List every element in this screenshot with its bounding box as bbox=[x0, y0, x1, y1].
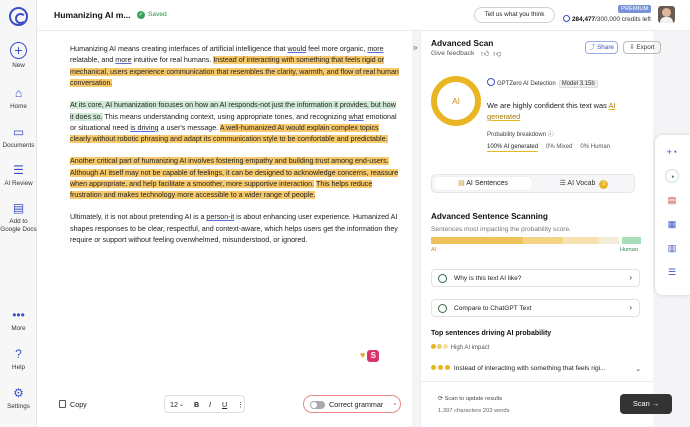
thumbs-up-icon[interactable]: 👍︎ bbox=[481, 49, 494, 58]
paragraph-1 bbox=[70, 44, 400, 90]
vocab-word[interactable]: more bbox=[115, 56, 132, 65]
refresh-icon: ⟳ bbox=[438, 396, 445, 402]
feedback-thumbs bbox=[481, 49, 506, 59]
rail-documents-label: Documents bbox=[2, 142, 35, 149]
bar-human-label: Human bbox=[620, 247, 639, 253]
italic-button[interactable]: I bbox=[209, 400, 211, 409]
tab-ai-sentences[interactable] bbox=[434, 177, 532, 190]
tab-ai-vocab[interactable] bbox=[535, 177, 633, 190]
rail-more-label: More bbox=[11, 325, 26, 332]
arrow-right-icon: → bbox=[651, 399, 660, 408]
font-size-select[interactable]: 12 bbox=[170, 400, 178, 409]
more-icon: ••• bbox=[12, 308, 25, 322]
rail-help[interactable] bbox=[0, 347, 37, 371]
ai-sentence-highlight[interactable]: Another critical part of humanizing AI involves fostering empathy and building trust among end-users. Although AI itself may not be capable of feelings, it can be designed to acknowledge concerns, reassure when appropriate, and help facilitate a smoother, more supportive interaction. bbox=[70, 157, 399, 189]
chevron-right-icon: › bbox=[629, 273, 632, 282]
help-icon: ? bbox=[15, 347, 22, 361]
tab-ai-vocab-label: AI Vocab bbox=[567, 180, 596, 187]
document-title[interactable]: Humanizing AI m... bbox=[54, 10, 131, 20]
text-run: is about enhancing user experience. Humanized AI shapes responses to be clear, respectful, and context-aware, which helps users get the information they require or support without feeling overwhelmed, misunderstood, or ignored. bbox=[70, 213, 398, 245]
bar-ai-label: AI bbox=[431, 247, 437, 253]
editor-content[interactable] bbox=[70, 44, 400, 257]
impact-dot bbox=[438, 365, 443, 370]
top-sentence-text: Instead of interacting with something that feels rigi... bbox=[453, 365, 606, 372]
gptzero-plus-icon[interactable]: +◔ bbox=[666, 147, 678, 157]
scan-label: Scan bbox=[632, 399, 650, 408]
editor[interactable] bbox=[37, 31, 412, 427]
chevron-down-icon[interactable]: ⌄ bbox=[392, 400, 398, 407]
notes-icon[interactable]: ☰ bbox=[667, 267, 677, 277]
text-run: intuitive for real humans. bbox=[131, 56, 214, 65]
give-feedback-label: Give feedback bbox=[431, 50, 475, 57]
update-hint bbox=[438, 396, 502, 402]
detector-name: GPTZero AI Detection bbox=[497, 81, 556, 87]
rail-more[interactable] bbox=[0, 308, 37, 332]
share-label: Share bbox=[597, 44, 614, 51]
export-label: Export bbox=[636, 44, 655, 51]
rail-google-docs[interactable] bbox=[0, 201, 37, 234]
rail-ai-review-label: AI Review bbox=[4, 180, 33, 187]
mixed-percent: 0% Mixed bbox=[546, 144, 573, 150]
thumbs-down-icon[interactable]: 👎︎ bbox=[493, 49, 506, 58]
bold-button[interactable]: B bbox=[194, 400, 200, 409]
rail-settings-label: Settings bbox=[7, 403, 30, 410]
top-sentence-item[interactable] bbox=[431, 365, 641, 372]
accordion-label: Compare to ChatGPT Text bbox=[454, 305, 532, 312]
avatar[interactable] bbox=[658, 6, 675, 23]
vocab-word[interactable]: would bbox=[287, 45, 307, 53]
credits-icon bbox=[563, 15, 570, 22]
gptzero-logo-icon[interactable] bbox=[9, 7, 28, 26]
compare-icon bbox=[438, 304, 447, 313]
update-label: Scan to update results bbox=[444, 396, 503, 402]
model-badge: Model 3.15b bbox=[559, 80, 598, 88]
breakdown-values bbox=[487, 144, 618, 150]
text-run: This means understanding context, using appropriate tones, and recognizing bbox=[102, 112, 349, 121]
copy-button[interactable] bbox=[59, 400, 87, 409]
text-run: relatable, and bbox=[70, 56, 116, 65]
bar-segment bbox=[599, 237, 619, 244]
collapse-panel-icon[interactable]: » bbox=[413, 43, 418, 52]
vocab-count-badge: 2 bbox=[599, 180, 608, 189]
ring-label: AI bbox=[452, 96, 460, 106]
rail-new-label: New bbox=[12, 62, 25, 69]
rail-ai-review[interactable] bbox=[0, 163, 37, 187]
top-bar bbox=[37, 0, 690, 31]
human-sentence-highlight[interactable]: At its core, AI humanization focuses on how an AI responds-not just the information it provides, but how it does so. bbox=[70, 101, 396, 121]
bar-segment bbox=[523, 237, 563, 244]
rail-new[interactable] bbox=[0, 42, 37, 69]
search-icon bbox=[438, 274, 447, 283]
correct-grammar-toggle[interactable] bbox=[303, 395, 401, 413]
detector-info bbox=[487, 78, 598, 88]
sentence-scanning-subtitle: Sentences most impacting the probability score. bbox=[431, 226, 572, 233]
saved-status bbox=[137, 11, 167, 19]
impact-dot bbox=[437, 344, 442, 349]
copy-label: Copy bbox=[70, 400, 87, 409]
left-rail bbox=[0, 0, 37, 427]
folder-icon: ▭ bbox=[12, 125, 25, 139]
impact-dot bbox=[431, 344, 436, 349]
probability-breakdown bbox=[487, 129, 554, 138]
premium-badge: PREMIUM bbox=[618, 5, 651, 13]
plus-icon: + bbox=[10, 42, 27, 59]
rail-settings[interactable] bbox=[0, 386, 37, 410]
bar-segment bbox=[431, 237, 523, 244]
why-ai-like-accordion[interactable] bbox=[431, 269, 640, 287]
scan-button[interactable] bbox=[620, 394, 672, 414]
ai-sentence-highlight[interactable]: This helps reduce frustration and makes technology more accessible to a wider range of people. bbox=[70, 180, 373, 200]
doc-icon: ▤ bbox=[12, 201, 25, 215]
text-run: Humanizing AI means creating interfaces of artificial intelligence that bbox=[70, 45, 288, 53]
side-tools bbox=[655, 135, 690, 295]
rail-documents[interactable] bbox=[0, 125, 37, 149]
chevron-down-icon[interactable]: ⌄ bbox=[179, 402, 185, 408]
credits-counter bbox=[563, 15, 651, 23]
impact-label: High AI impact bbox=[450, 345, 490, 351]
vocab-icon: ☰ bbox=[559, 180, 568, 187]
vocab-word[interactable]: what bbox=[348, 112, 364, 121]
sentence-scanning-title: Advanced Sentence Scanning bbox=[431, 212, 548, 221]
feedback-button[interactable]: Tell us what you think bbox=[474, 7, 555, 23]
sentences-icon: ▤ bbox=[458, 180, 467, 187]
impact-dot bbox=[443, 344, 448, 349]
saved-label: Saved bbox=[148, 11, 167, 18]
text-run: a user's message. bbox=[158, 123, 220, 132]
text-run: Ultimately, it is not about pretending AI is a bbox=[70, 213, 207, 222]
scan-panel bbox=[420, 31, 653, 427]
confidence-text: We are highly confident this text was bbox=[487, 101, 609, 110]
copy-icon bbox=[59, 400, 66, 408]
confidence-statement bbox=[487, 100, 627, 122]
toggle-switch[interactable] bbox=[310, 401, 325, 409]
heart-icon[interactable]: ♥ bbox=[360, 350, 366, 360]
paragraph-4 bbox=[70, 212, 400, 246]
share-icon: ⤴ bbox=[589, 44, 598, 51]
bar-segment bbox=[622, 237, 641, 244]
vocab-word[interactable]: more bbox=[367, 45, 384, 53]
info-icon[interactable]: ⓘ bbox=[547, 132, 554, 138]
paragraph-2 bbox=[70, 100, 400, 146]
editor-floating-icons bbox=[360, 345, 379, 363]
ai-sentence-highlight[interactable]: A well-humanized AI would explain complex topics clearly without robotic phrasing and adapt its communication style to be comfortable and predictable. bbox=[70, 123, 388, 144]
ai-probability-ring bbox=[431, 76, 481, 126]
underline-button[interactable]: U bbox=[222, 400, 228, 409]
chevron-right-icon: › bbox=[629, 303, 632, 312]
text-run: emotional or situational need bbox=[70, 112, 397, 132]
gptzero-icon bbox=[487, 78, 495, 86]
credits-rest: /300,000 credits left bbox=[595, 16, 651, 23]
credits-used: 284,477 bbox=[572, 16, 596, 23]
format-toolbar bbox=[164, 395, 245, 413]
share-button[interactable] bbox=[585, 41, 618, 54]
probability-bar bbox=[431, 237, 641, 244]
impact-legend bbox=[431, 344, 489, 351]
rail-home[interactable] bbox=[0, 86, 37, 110]
character-word-count: 1,397 characters 203 words bbox=[438, 408, 510, 414]
editor-toolbar bbox=[37, 383, 412, 427]
report-icon[interactable]: ▦ bbox=[667, 219, 677, 229]
grammar-label: Correct grammar bbox=[329, 400, 384, 409]
pdf-icon[interactable]: ▤ bbox=[667, 195, 677, 205]
text-run: feel more organic, bbox=[306, 45, 368, 53]
list-icon: ☰ bbox=[13, 163, 24, 177]
rail-help-label: Help bbox=[12, 364, 25, 371]
bookmark-icon[interactable]: ▥ bbox=[667, 243, 677, 253]
rail-home-label: Home bbox=[10, 103, 27, 110]
human-percent: 0% Human bbox=[580, 144, 611, 150]
export-button[interactable] bbox=[623, 41, 661, 54]
home-icon: ⌂ bbox=[14, 86, 23, 100]
gear-icon: ⚙ bbox=[13, 386, 24, 400]
accordion-label: Why is this text AI like? bbox=[454, 275, 522, 282]
tab-ai-sentences-label: AI Sentences bbox=[466, 180, 508, 187]
impact-dot bbox=[431, 365, 436, 370]
vocab-word[interactable]: person-it bbox=[206, 213, 235, 222]
more-format-button[interactable]: ⋮ bbox=[237, 400, 245, 409]
bar-segment bbox=[563, 237, 599, 244]
verdict-text: AI generated bbox=[487, 101, 616, 121]
ai-percent: 100% AI generated bbox=[487, 144, 539, 150]
rail-google-docs-label: Add to Google Docs bbox=[0, 218, 37, 233]
breakdown-label: Probability breakdown bbox=[487, 132, 547, 138]
ai-sentence-highlight[interactable]: Instead of interacting with something that feels rigid or mechanical, users experience communication that resembles the clarity, warmth, and flow of real human conversation. bbox=[70, 56, 399, 88]
paragraph-3 bbox=[70, 156, 400, 202]
scan-tool-icon[interactable]: ◔ bbox=[665, 169, 679, 183]
top-sentences-title: Top sentences driving AI probability bbox=[431, 330, 552, 337]
compare-chatgpt-accordion[interactable] bbox=[431, 299, 640, 317]
result-tabs bbox=[431, 174, 635, 193]
extension-s-icon[interactable]: S bbox=[367, 350, 379, 362]
impact-dot bbox=[445, 365, 450, 370]
panel-title: Advanced Scan bbox=[431, 38, 494, 48]
vocab-word[interactable]: is driving bbox=[130, 123, 159, 132]
check-icon: ✓ bbox=[138, 12, 144, 18]
export-icon: ⇩ bbox=[629, 44, 637, 51]
chevron-down-icon[interactable]: ⌄ bbox=[635, 366, 641, 373]
